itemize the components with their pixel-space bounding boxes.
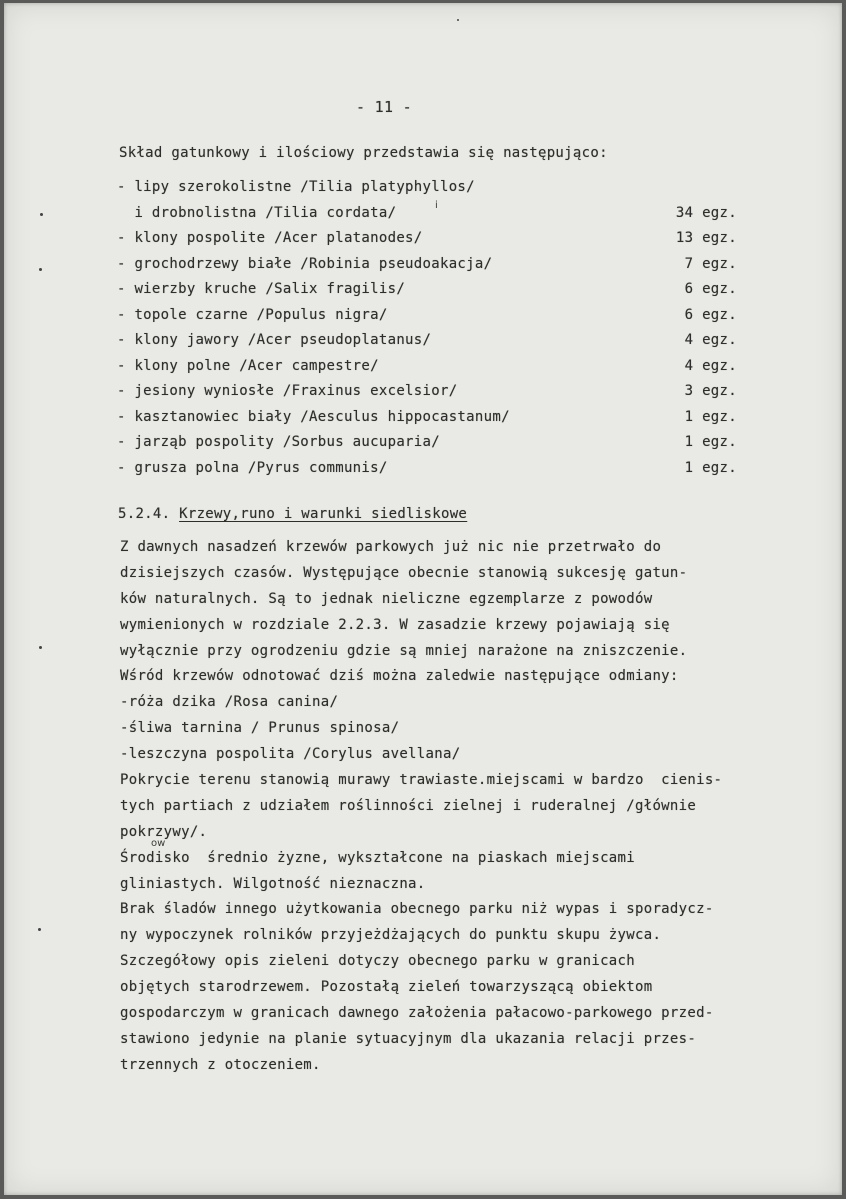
margin-speck (38, 928, 41, 931)
margin-speck (457, 19, 459, 21)
text-line: pokrzywy/. (120, 823, 208, 840)
species-list (117, 179, 737, 485)
species-item: - topole czarne /Populus nigra/ 6 egz. (117, 306, 737, 323)
species-item: - klony polne /Acer campestre/ 4 egz. (117, 357, 737, 374)
handwritten-correction: ow (151, 838, 166, 849)
text-line: objętych starodrzewem. Pozostałą zieleń towarzyszącą obiektom (120, 979, 653, 996)
text-line: wyłącznie przy ogrodzeniu gdzie są mniej narażone na zniszczenie. (120, 642, 688, 659)
handwritten-mark: i (435, 200, 438, 211)
text-line: gospodarczym w granicach dawnego założenia pałacowo-parkowego przed- (120, 1005, 714, 1022)
page-number: - 11 - (356, 98, 412, 116)
text-line: Z dawnych nasadzeń krzewów parkowych już nic nie przetrwało do (120, 539, 662, 555)
species-item: i drobnolistna /Tilia cordata/ 34 egz. (117, 204, 737, 221)
text-line: Wśród krzewów odnotować dziś można zaledwie następujące odmiany: (120, 668, 679, 685)
text-line: wymienionych w rozdziale 2.2.3. W zasadzie krzewy pojawiają się (120, 616, 670, 633)
species-item: - kasztanowiec biały /Aesculus hippocastanum/ 1 egz. (117, 408, 737, 425)
text-line: gliniastych. Wilgotność nieznaczna. (120, 875, 426, 892)
margin-speck (39, 268, 42, 271)
text-line: dzisiejszych czasów. Występujące obecnie stanowią sukcesję gatun- (120, 564, 688, 581)
text-line: tych partiach z udziałem roślinności zielnej i ruderalnej /głównie (120, 797, 697, 814)
species-item: - jarząb pospolity /Sorbus aucuparia/ 1 egz. (117, 434, 737, 450)
species-item: - grusza polna /Pyrus communis/ 1 egz. (117, 459, 737, 476)
text-line: -leszczyna pospolita /Corylus avellana/ (120, 746, 461, 763)
document-page (4, 3, 842, 1195)
text-line: Szczegółowy opis zieleni dotyczy obecnego parku w granicach (120, 953, 635, 970)
body-text (120, 539, 722, 1083)
text-line: -róża dzika /Rosa canina/ (120, 694, 339, 711)
margin-speck (40, 213, 43, 216)
text-line: -śliwa tarnina / Prunus spinosa/ (120, 720, 400, 737)
section-number: 5.2.4. (118, 506, 180, 522)
text-line: Brak śladów innego użytkowania obecnego parku niż wypas i sporadycz- (120, 901, 714, 918)
species-item: - grochodrzewy białe /Robinia pseudoakacja/ 7 egz. (117, 255, 737, 272)
text-line: ków naturalnych. Są to jednak nieliczne egzemplarze z powodów (120, 590, 653, 607)
margin-speck (39, 646, 42, 649)
text-line: stawiono jedynie na planie sytuacyjnym dla ukazania relacji przes- (120, 1030, 697, 1047)
text-line: Pokrycie terenu stanowią murawy trawiaste.miejscami w bardzo cienis- (120, 772, 723, 789)
text-line: trzennych z otoczeniem. (120, 1056, 321, 1073)
species-item: - klony jawory /Acer pseudoplatanus/ 4 egz. (117, 332, 737, 348)
section-title: Krzewy,runo i warunki siedliskowe (179, 506, 468, 522)
section-heading (118, 506, 467, 522)
text-line: ny wypoczynek rolników przyjeżdżających do punktu skupu żywca. (120, 927, 662, 944)
text-line: Środisko średnio żyzne, wykształcone na piaskach miejscami (120, 849, 635, 866)
species-item: - klony pospolite /Acer platanodes/ 13 egz. (117, 230, 737, 246)
species-item: - wierzby kruche /Salix fragilis/ 6 egz. (117, 281, 737, 297)
species-item: - jesiony wyniosłe /Fraxinus excelsior/ 3 egz. (117, 383, 737, 399)
intro-sentence: Skład gatunkowy i ilościowy przedstawia się następująco: (119, 145, 608, 161)
species-item: - lipy szerokolistne /Tilia platyphyllos/ (117, 179, 475, 195)
